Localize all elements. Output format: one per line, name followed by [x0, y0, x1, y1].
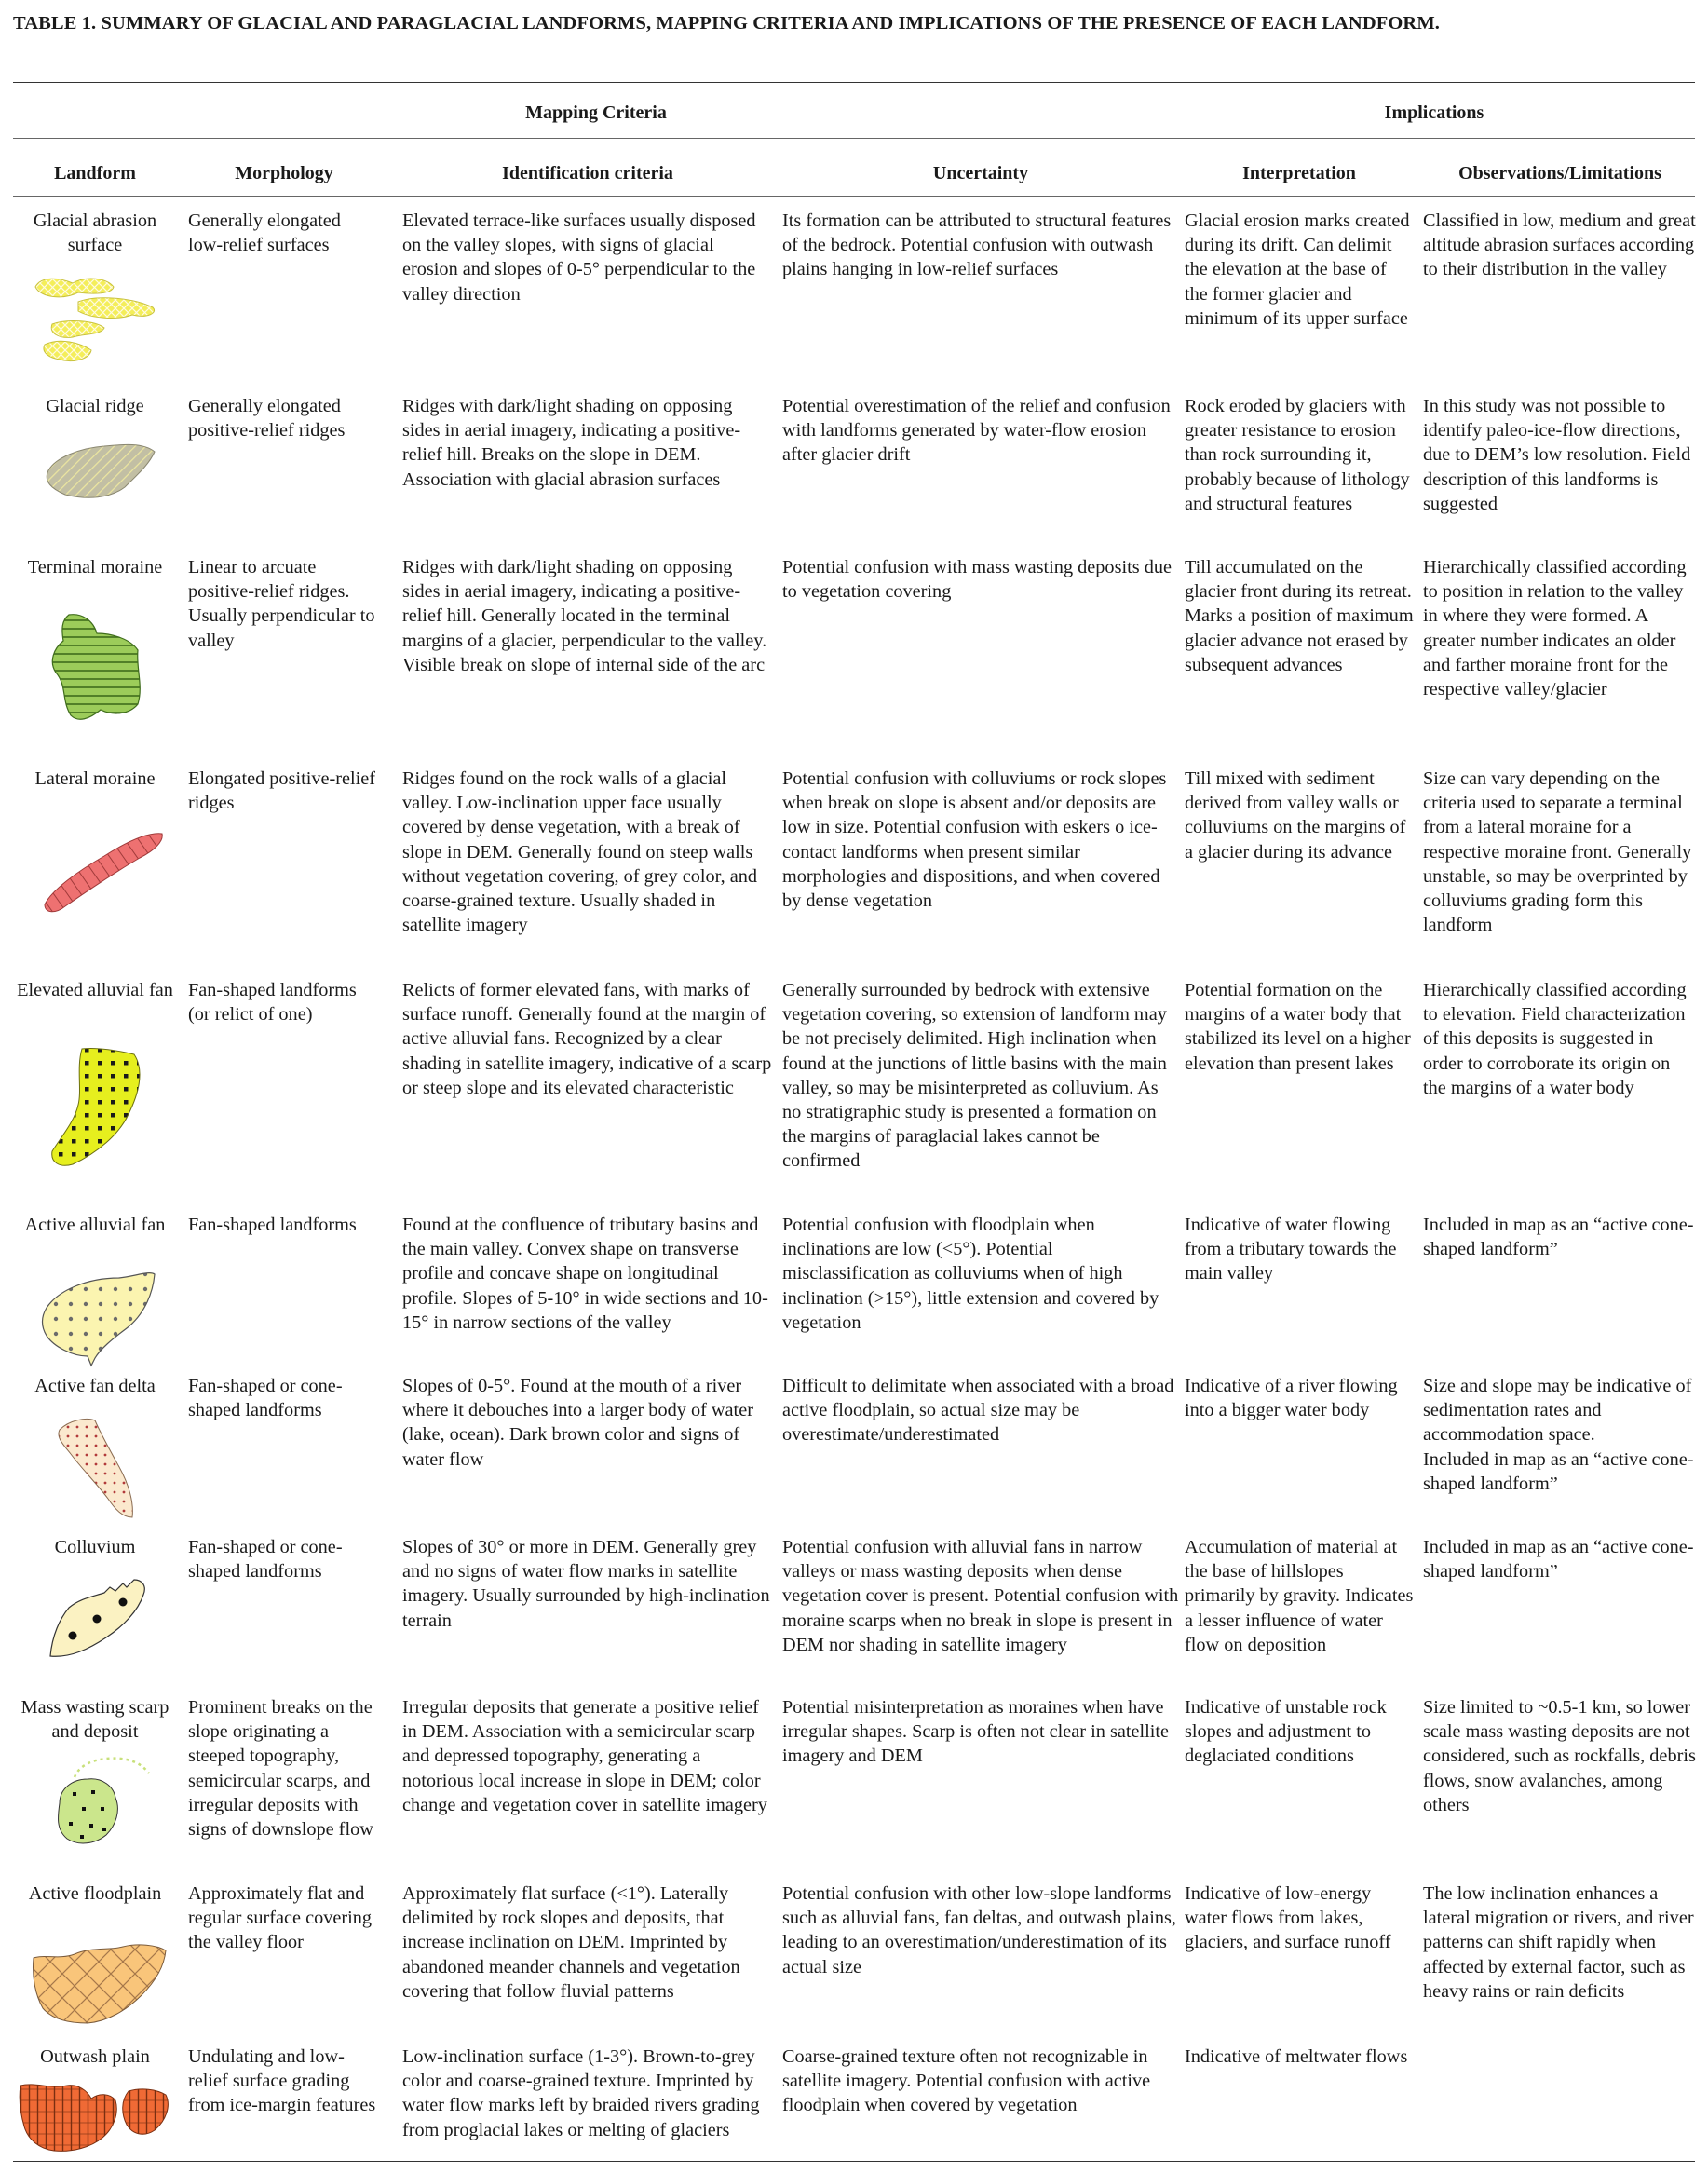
- uncertainty-text: Potential confusion with colluviums or rock slopes when break on slope is absent and/or deposits are low in size. Potential confusion with eskers o ice-contact landforms when present similar morphologies and dispositions, and when covered by dense vegetation: [782, 768, 1167, 912]
- observations-text: Hierarchically classified according to position in relation to the valley in where they were formed. A greater number indicates an older and farther moraine front for the respective valley/glacier: [1423, 557, 1687, 700]
- uncertainty-text: Potential misinterpretation as moraines when have irregular shapes. Scarp is often not clear in satellite imagery and DEM: [782, 1697, 1170, 1767]
- landform-name: Terminal moraine: [27, 557, 163, 577]
- lateral-moraine-icon: [32, 824, 171, 917]
- landform-name: Active floodplain: [28, 1883, 162, 1904]
- active-floodplain-icon: [26, 1937, 175, 2031]
- landform-name: Active fan delta: [34, 1376, 156, 1396]
- morphology-text: Fan-shaped landforms: [188, 1215, 357, 1235]
- uncertainty-text: Potential confusion with alluvial fans in narrow valleys or mass wasting deposits when dense vegetation cover is present. Potential confusion with moraine scarps when no break in slope is present in DEM nor shading in satellite imagery: [782, 1537, 1179, 1655]
- morphology-text: Prominent breaks on the slope originating a steeped topography, semicircular scarps, and irregular deposits with signs of downslope flow: [188, 1697, 373, 1841]
- interpretation-text: Potential formation on the margins of a water body that stabilized its level on a higher elevation than present lakes: [1185, 980, 1411, 1074]
- identification-text: Ridges with dark/light shading on opposing sides in aerial imagery, indicating a positive-relief hill. Breaks on the slope in DEM. Association with glacial abrasion surfaces: [402, 396, 741, 490]
- header-rule: [13, 196, 1695, 197]
- observations-text: Size limited to ~0.5-1 km, so lower scale mass wasting deposits are not considered, such as rockfalls, debris flows, snow avalanches, among others: [1423, 1697, 1696, 1815]
- uncertainty-text: Difficult to delimitate when associated with a broad active floodplain, so actual size may be overestimate/underestimated: [782, 1376, 1174, 1446]
- morphology-text: Elongated positive-relief ridges: [188, 768, 376, 814]
- group-header-implications: Implications: [1384, 102, 1484, 123]
- interpretation-text: Indicative of low-energy water flows from lakes, glaciers, and surface runoff: [1185, 1883, 1391, 1953]
- observations-text: Size can vary depending on the criteria used to separate a terminal from a lateral moraine for a respective moraine front. Generally unstable, so may be overprinted by colluviums grading form this landform: [1423, 768, 1692, 936]
- observations-text: Classified in low, medium and great altitude abrasion surfaces according to their distribution in the valley: [1423, 211, 1696, 280]
- identification-text: Irregular deposits that generate a positive relief in DEM. Association with a semicircular scarp and depressed topography, generating a notorious local increase in slope in DEM; color change and vegetation cover in satellite imagery: [402, 1697, 767, 1815]
- identification-text: Slopes of 30° or more in DEM. Generally grey and no signs of water flow marks in satellite imagery. Usually surrounded by high-inclination terrain: [402, 1537, 770, 1631]
- observations-text: Included in map as an “active cone-shaped landform”: [1423, 1215, 1694, 1260]
- active-fan-delta-icon: [45, 1413, 147, 1525]
- active-alluvial-fan-icon: [34, 1267, 164, 1369]
- col-header-landform: Landform: [54, 163, 136, 183]
- landform-name: Lateral moraine: [34, 768, 156, 789]
- uncertainty-text: Its formation can be attributed to structural features of the bedrock. Potential confusion with outwash plains hanging in low-relief surfaces: [782, 211, 1172, 280]
- top-rule: [13, 82, 1695, 83]
- uncertainty-text: Coarse-grained texture often not recognizable in satellite imagery. Potential confusion with active floodplain when covered by vegetation: [782, 2046, 1151, 2116]
- observations-text: The low inclination enhances a lateral migration or rivers, and river patterns can shift rapidly when affected by external factor, such as heavy rains or rain deficits: [1423, 1883, 1694, 2002]
- morphology-text: Generally elongated low-relief surfaces: [188, 211, 341, 256]
- morphology-text: Undulating and low-relief surface grading from ice-margin features: [188, 2046, 376, 2116]
- interpretation-text: Indicative of water flowing from a tributary towards the main valley: [1185, 1215, 1397, 1284]
- morphology-text: Generally elongated positive-relief ridges: [188, 396, 346, 442]
- col-header-identification: Identification criteria: [502, 163, 673, 183]
- uncertainty-text: Potential confusion with other low-slope landforms such as alluvial fans, fan deltas, and outwash plains, leading to an overestimation/underestimation of its actual size: [782, 1883, 1176, 1977]
- identification-text: Slopes of 0-5°. Found at the mouth of a river where it debouches into a larger body of water (lake, ocean). Dark brown color and signs of water flow: [402, 1376, 753, 1470]
- observations-text: Hierarchically classified according to elevation. Field characterization of this deposits is suggested in order to corroborate its origin on the margins of a water body: [1423, 980, 1687, 1098]
- landform-name: Elevated alluvial fan: [17, 980, 173, 1000]
- observations-text: In this study was not possible to identify paleo-ice-flow directions, due to DEM’s low resolution. Field description of this landforms is suggested: [1423, 396, 1691, 514]
- identification-text: Ridges found on the rock walls of a glacial valley. Low-inclination upper face usually covered by dense vegetation, with a break of slope in DEM. Generally found on steep walls without vegetation covering, of grey color, and coarse-grained texture. Usually shaded in satellite imagery: [402, 768, 758, 936]
- col-header-uncertainty: Uncertainty: [932, 163, 1029, 183]
- morphology-text: Fan-shaped or cone-shaped landforms: [188, 1537, 343, 1583]
- morphology-text: Linear to arcuate positive-relief ridges. Usually perpendicular to valley: [188, 557, 375, 651]
- bottom-rule: [13, 2161, 1695, 2162]
- mass-wasting-icon: [47, 1751, 158, 1854]
- identification-text: Approximately flat surface (<1°). Laterally delimited by rock slopes and deposits, that increase inclination on DEM. Imprinted by abandoned meander channels and vegetation covering that follow fluvial patterns: [402, 1883, 740, 2002]
- interpretation-text: Rock eroded by glaciers with greater resistance to erosion than rock surrounding it, probably because of lithology and structural features: [1185, 396, 1410, 514]
- landform-name: Glacial abrasion surface: [33, 211, 157, 256]
- elevated-alluvial-fan-icon: [41, 1043, 162, 1174]
- group-header-mapping-criteria: Mapping Criteria: [525, 102, 667, 123]
- landform-name: Active alluvial fan: [24, 1215, 166, 1235]
- interpretation-text: Indicative of meltwater flows: [1185, 2046, 1408, 2067]
- morphology-text: Approximately flat and regular surface covering the valley floor: [188, 1883, 373, 1953]
- uncertainty-text: Generally surrounded by bedrock with extensive vegetation covering, so extension of landform may be not precisely delimited. High inclination when found at the junctions of little basins with the main valley, so may be misinterpreted as colluvium. As no stratigraphic study is presented a formation on the margins of paraglacial lakes cannot be confirmed: [782, 980, 1167, 1172]
- outwash-plain-icon: [17, 2072, 184, 2156]
- identification-text: Found at the confluence of tributary basins and the main valley. Convex shape on transverse profile and concave shape on longitudinal profile. Slopes of 5-10° in wide sections and 10-15° in narrow sections of the valley: [402, 1215, 768, 1333]
- morphology-text: Fan-shaped landforms (or relict of one): [188, 980, 357, 1026]
- morphology-text: Fan-shaped or cone-shaped landforms: [188, 1376, 343, 1421]
- observations-text: Size and slope may be indicative of sedimentation rates and accommodation space. Included in map as an “active cone-shaped landform”: [1423, 1376, 1694, 1494]
- col-header-observations: Observations/Limitations: [1458, 163, 1661, 183]
- interpretation-text: Glacial erosion marks created during its drift. Can delimit the elevation at the base of the former glacier and minimum of its upper surface: [1185, 211, 1410, 329]
- landform-name: Mass wasting scarp and deposit: [20, 1697, 169, 1743]
- observations-text: Included in map as an “active cone-shaped landform”: [1423, 1537, 1694, 1583]
- uncertainty-text: Potential confusion with mass wasting deposits due to vegetation covering: [782, 557, 1172, 603]
- landform-name: Outwash plain: [40, 2046, 150, 2067]
- uncertainty-text: Potential confusion with floodplain when inclinations are low (<5°). Potential misclassification as colluviums when of high inclination (>15°), little extension and covered by vegetation: [782, 1215, 1159, 1333]
- landform-name: Colluvium: [54, 1537, 136, 1557]
- glacial-abrasion-surface-icon: [32, 266, 171, 369]
- terminal-moraine-icon: [41, 611, 162, 732]
- glacial-ridge-icon: [32, 433, 171, 508]
- identification-text: Relicts of former elevated fans, with marks of surface runoff. Generally found at the margin of active alluvial fans. Recognized by a clear shading in satellite imagery, indicative of a scarp or steep slope and its elevated characteristic: [402, 980, 772, 1098]
- landform-name: Glacial ridge: [46, 396, 144, 416]
- identification-text: Ridges with dark/light shading on opposing sides in aerial imagery, indicating a positive-relief hill. Generally located in the terminal margins of a glacier, perpendicular to the valley. Visible break on slope of internal side of the arc: [402, 557, 767, 675]
- col-header-interpretation: Interpretation: [1242, 163, 1356, 183]
- identification-text: Elevated terrace-like surfaces usually disposed on the valley slopes, with signs of glacial erosion and slopes of 0-5° perpendicular to the valley direction: [402, 211, 756, 305]
- uncertainty-text: Potential overestimation of the relief and confusion with landforms generated by water-flow erosion after glacier drift: [782, 396, 1171, 466]
- col-header-morphology: Morphology: [235, 163, 333, 183]
- table-title: TABLE 1. SUMMARY OF GLACIAL AND PARAGLACIAL LANDFORMS, MAPPING CRITERIA AND IMPLICATIONS OF THE PRESENCE OF EACH LANDFORM.: [13, 13, 1440, 34]
- identification-text: Low-inclination surface (1-3°). Brown-to-grey color and coarse-grained texture. Imprinted by water flow marks left by braided rivers grading from proglacial lakes or melting of glaciers: [402, 2046, 760, 2140]
- interpretation-text: Accumulation of material at the base of hillslopes primarily by gravity. Indicates a lesser influence of water flow on deposition: [1185, 1537, 1414, 1655]
- interpretation-text: Till mixed with sediment derived from valley walls or colluviums on the margins of a glacier during its advance: [1185, 768, 1406, 863]
- interpretation-text: Indicative of unstable rock slopes and adjustment to deglaciated conditions: [1185, 1697, 1387, 1767]
- colluvium-icon: [41, 1570, 153, 1664]
- interpretation-text: Till accumulated on the glacier front during its retreat. Marks a position of maximum glacier advance not erased by subsequent advances: [1185, 557, 1414, 675]
- interpretation-text: Indicative of a river flowing into a bigger water body: [1185, 1376, 1398, 1421]
- group-rule: [13, 138, 1695, 139]
